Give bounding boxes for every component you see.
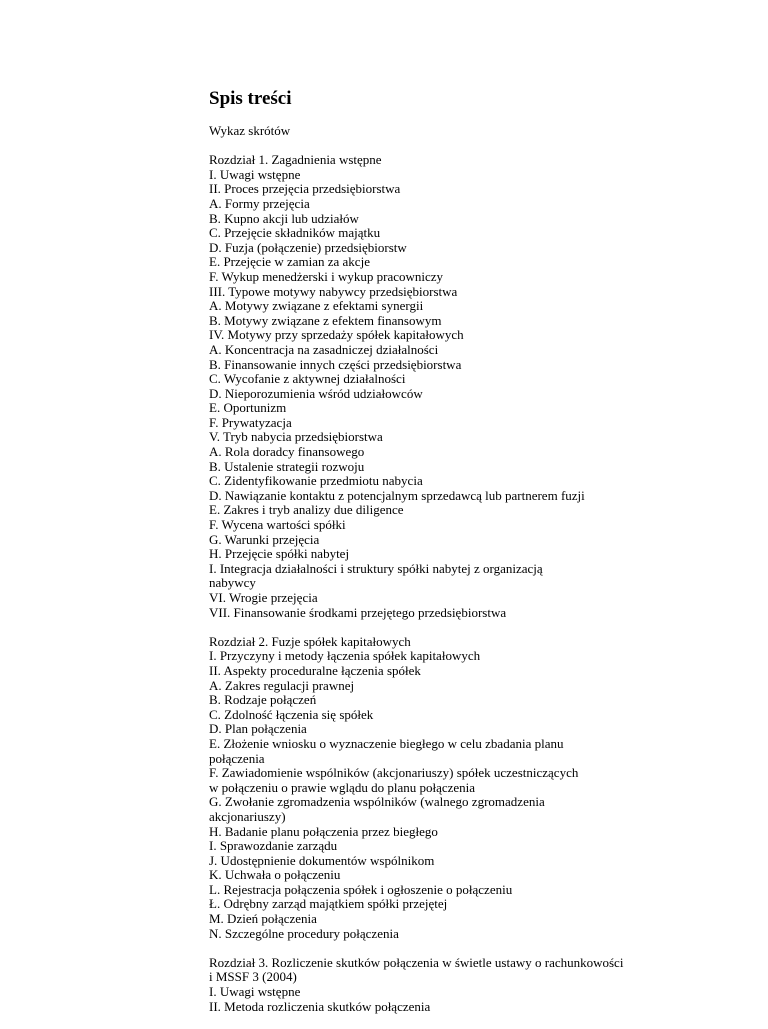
toc-entry: VI. Wrogie przejęcia	[209, 590, 318, 605]
toc-entry: połączenia	[209, 750, 265, 766]
toc-entry: B. Finansowanie innych części przedsiębiorstwa	[209, 356, 462, 372]
toc-entry: Wykaz skrótów	[209, 123, 291, 138]
toc-section	[209, 956, 629, 1014]
toc-entry: Ł. Odrębny zarząd majątkiem spółki przejętej	[209, 896, 448, 912]
toc-entry: C. Przejęcie składników majątku	[209, 225, 381, 241]
toc-entry: II. Proces przejęcia przedsiębiorstwa	[209, 181, 401, 197]
toc-entry: G. Warunki przejęcia	[209, 531, 320, 547]
toc-entry: Rozdział 3. Rozliczenie skutków połączenia w świetle ustawy o rachunkowości	[209, 954, 624, 970]
toc-entry: J. Udostępnienie dokumentów wspólnikom	[209, 852, 435, 868]
toc-entry: II. Aspekty proceduralne łączenia spółek	[209, 662, 421, 678]
toc-entry: I. Przyczyny i metody łączenia spółek kapitałowych	[209, 648, 481, 664]
toc-entry: w połączeniu o prawie wglądu do planu połączenia	[209, 779, 476, 795]
toc-entry: F. Prywatyzacja	[209, 414, 292, 430]
toc-entry: nabywcy	[209, 575, 256, 591]
toc-entry: I. Sprawozdanie zarządu	[209, 838, 338, 854]
toc-entry: I. Uwagi wstępne	[209, 166, 301, 182]
toc-entry: B. Kupno akcji lub udziałów	[209, 210, 359, 226]
toc-entry: C. Zidentyfikowanie przedmiotu nabycia	[209, 473, 423, 489]
toc-entry: A. Zakres regulacji prawnej	[209, 677, 355, 693]
document-page	[209, 88, 629, 1029]
document-title: Spis treści	[209, 88, 292, 109]
toc-entry: N. Szczególne procedury połączenia	[209, 925, 399, 941]
toc-entry: D. Plan połączenia	[209, 721, 307, 737]
toc-entry: M. Dzień połączenia	[209, 911, 317, 927]
toc-section	[209, 153, 629, 620]
toc-entry: IV. Motywy przy sprzedaży spółek kapitałowych	[209, 327, 464, 343]
toc-entry: F. Wycena wartości spółki	[209, 517, 346, 533]
toc-entry: I. Uwagi wstępne	[209, 984, 301, 1000]
toc-entry: F. Zawiadomienie wspólników (akcjonariuszy) spółek uczestniczących	[209, 765, 579, 781]
toc-entry: C. Zdolność łączenia się spółek	[209, 706, 374, 722]
toc-entry: F. Wykup menedżerski i wykup pracowniczy	[209, 268, 444, 284]
toc-entry: D. Nawiązanie kontaktu z potencjalnym sprzedawcą lub partnerem fuzji	[209, 487, 585, 503]
toc-entry: K. Uchwała o połączeniu	[209, 867, 341, 883]
toc-entry: I. Integracja działalności i struktury spółki nabytej z organizacją	[209, 560, 543, 576]
toc-entry: E. Przejęcie w zamian za akcje	[209, 254, 370, 270]
toc-entry: E. Złożenie wniosku o wyznaczenie biegłego w celu zbadania planu	[209, 735, 564, 751]
toc-section	[209, 635, 629, 941]
toc-entry: D. Nieporozumienia wśród udziałowców	[209, 385, 423, 401]
table-of-contents	[209, 124, 629, 1014]
toc-entry: E. Zakres i tryb analizy due diligence	[209, 502, 404, 518]
toc-entry: A. Formy przejęcia	[209, 195, 310, 211]
toc-entry: A. Rola doradcy finansowego	[209, 444, 365, 460]
toc-entry: D. Fuzja (połączenie) przedsiębiorstw	[209, 239, 407, 255]
toc-entry: E. Oportunizm	[209, 400, 287, 416]
toc-entry: C. Wycofanie z aktywnej działalności	[209, 371, 406, 387]
toc-entry: Rozdział 1. Zagadnienia wstępne	[209, 152, 382, 168]
toc-entry: A. Motywy związane z efektami synergii	[209, 298, 424, 314]
toc-entry: B. Rodzaje połączeń	[209, 692, 317, 708]
toc-entry: V. Tryb nabycia przedsiębiorstwa	[209, 429, 383, 445]
toc-entry: G. Zwołanie zgromadzenia wspólników (walnego zgromadzenia	[209, 794, 545, 810]
toc-entry: akcjonariuszy)	[209, 808, 286, 824]
toc-entry: H. Przejęcie spółki nabytej	[209, 546, 350, 562]
toc-entry: VII. Finansowanie środkami przejętego przedsiębiorstwa	[209, 604, 507, 620]
toc-entry: B. Ustalenie strategii rozwoju	[209, 458, 365, 474]
toc-entry: A. Koncentracja na zasadniczej działalności	[209, 341, 439, 357]
toc-entry: B. Motywy związane z efektem finansowym	[209, 312, 442, 328]
toc-entry: II. Metoda rozliczenia skutków połączenia	[209, 998, 431, 1014]
toc-entry: H. Badanie planu połączenia przez biegłego	[209, 823, 438, 839]
toc-entry: i MSSF 3 (2004)	[209, 969, 297, 985]
toc-section	[209, 124, 629, 139]
toc-entry: Rozdział 2. Fuzje spółek kapitałowych	[209, 633, 411, 649]
toc-entry: L. Rejestracja połączenia spółek i ogłoszenie o połączeniu	[209, 881, 513, 897]
toc-entry: III. Typowe motywy nabywcy przedsiębiorstwa	[209, 283, 458, 299]
